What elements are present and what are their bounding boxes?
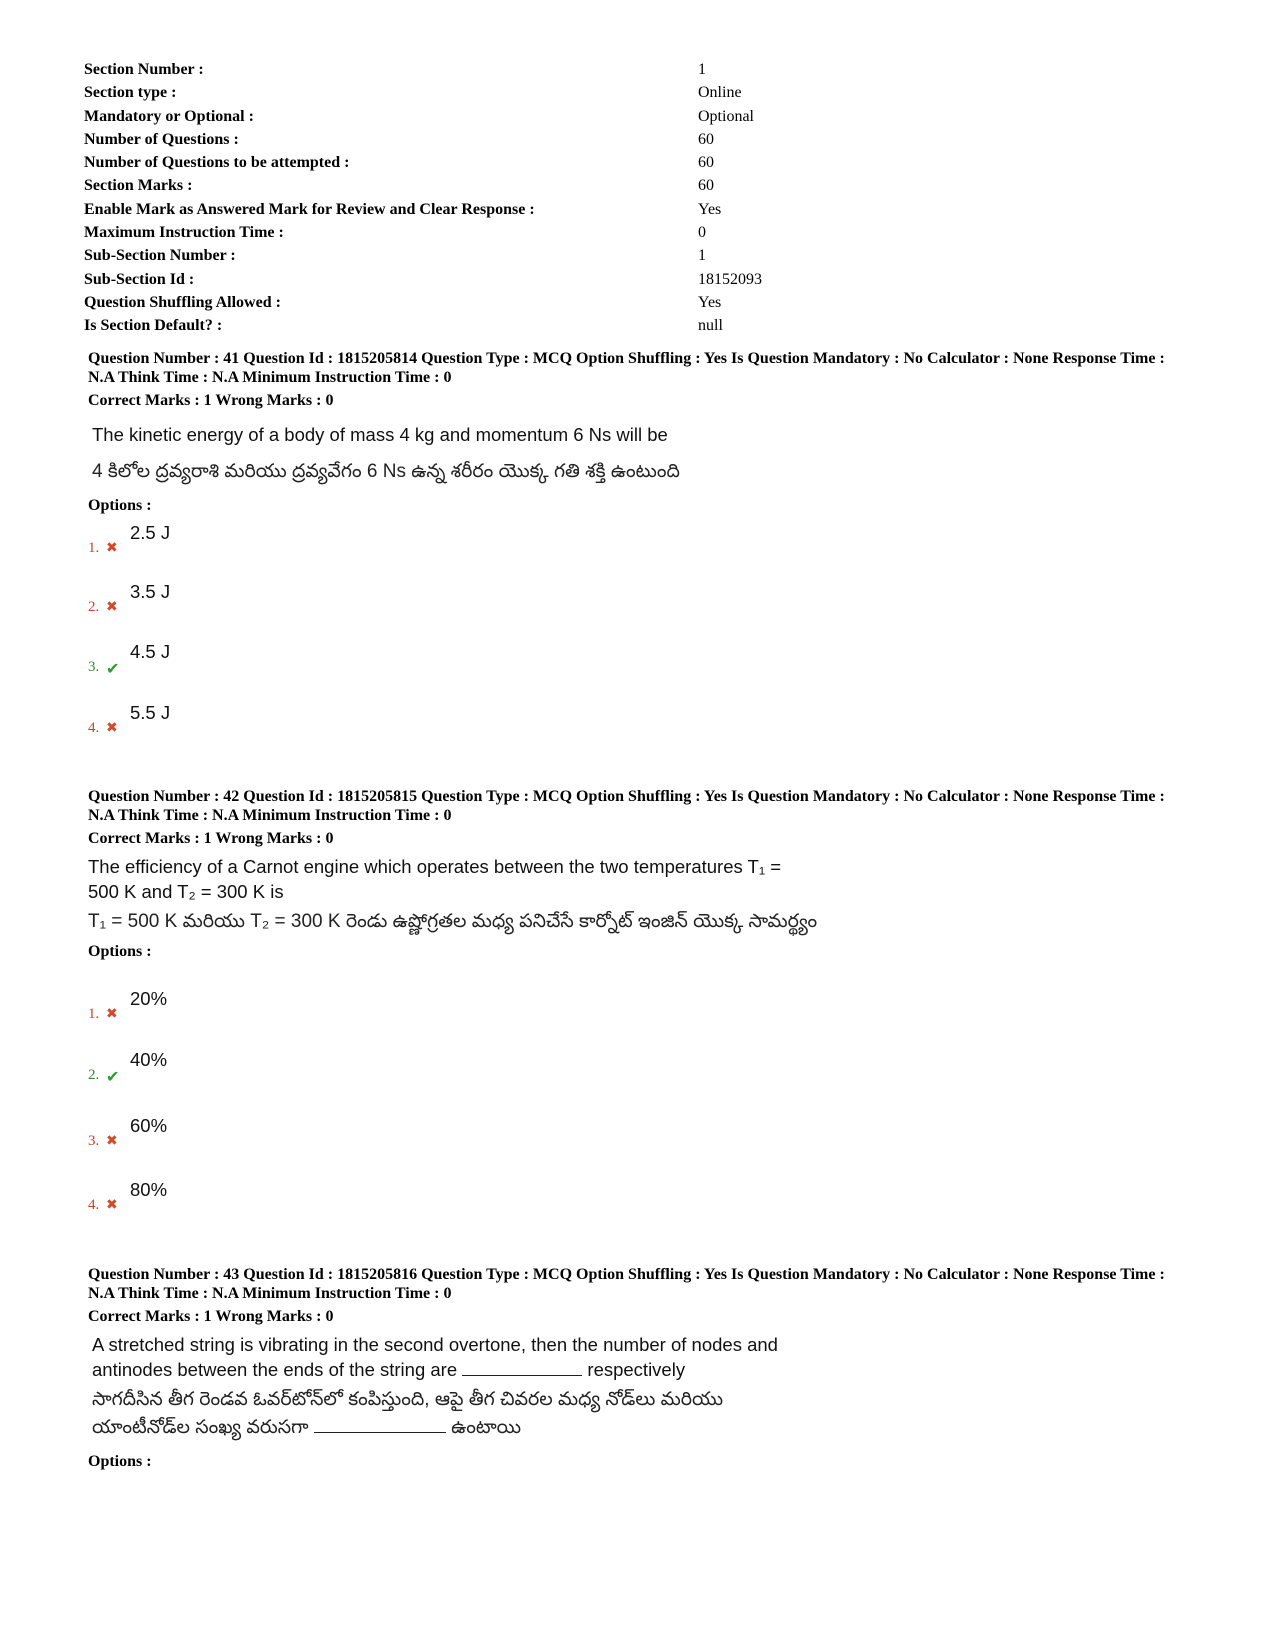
section-info-value: Online	[698, 84, 742, 102]
section-info-value: 1	[698, 61, 706, 78]
options-label: Options :	[88, 943, 152, 960]
question-41	[88, 349, 1188, 515]
option-number: 2.	[88, 599, 100, 615]
cross-icon: ✖	[106, 721, 118, 736]
option-3[interactable]	[88, 1115, 167, 1150]
cross-icon: ✖	[106, 541, 118, 556]
options-list	[88, 988, 1188, 1218]
section-info-key: Section Marks :	[84, 177, 193, 195]
option-text: 60%	[130, 1115, 168, 1136]
check-icon: ✔	[106, 1069, 120, 1086]
section-info-row	[84, 174, 1084, 197]
cross-icon: ✖	[106, 1198, 118, 1213]
question-text-part: A stretched string is vibrating in the second overtone, then the number of nodes and antinodes between the ends of the string are	[92, 1334, 778, 1380]
option-1[interactable]	[88, 522, 170, 557]
option-2[interactable]	[88, 581, 170, 616]
question-42	[88, 787, 1188, 961]
option-3[interactable]	[88, 641, 170, 679]
section-info-row	[84, 81, 1084, 104]
section-info-row	[84, 291, 1084, 314]
section-info-key: Maximum Instruction Time :	[84, 224, 284, 242]
option-number: 1.	[88, 540, 100, 556]
section-info-key: Is Section Default? :	[84, 317, 223, 335]
option-text: 3.5 J	[130, 581, 171, 602]
option-text: 5.5 J	[130, 702, 171, 723]
option-number: 3.	[88, 1133, 100, 1149]
section-info-table	[84, 58, 1084, 338]
option-4[interactable]	[88, 702, 170, 737]
options-list	[88, 522, 1188, 752]
question-marks: Correct Marks : 1 Wrong Marks : 0	[88, 830, 334, 847]
question-text-english: The efficiency of a Carnot engine which operates between the two temperatures T₁ = 500 K and T₂ = 300 K is	[88, 856, 782, 902]
question-marks: Correct Marks : 1 Wrong Marks : 0	[88, 392, 334, 409]
section-info-row	[84, 244, 1084, 267]
option-text: 4.5 J	[130, 641, 171, 662]
section-info-value: Optional	[698, 107, 754, 125]
option-number: 4.	[88, 1197, 100, 1213]
option-text: 20%	[130, 988, 168, 1009]
options-label: Options :	[88, 497, 152, 514]
question-header: Question Number : 42 Question Id : 1815205815 Question Type : MCQ Option Shuffling : Yes Is Question Mandatory : No Calculator : None Response Time : N.A Think Time : N.A Minimum Instruction Time : 0	[88, 788, 1165, 824]
question-text-telugu: T₁ = 500 K మరియు T₂ = 300 K రెండు ఉష్ణోగ్రతల మధ్య పనిచేసే కార్నోట్ ఇంజిన్ యొక్క సామర్థ్యం	[88, 911, 818, 932]
check-icon: ✔	[106, 661, 120, 678]
option-1[interactable]	[88, 988, 167, 1023]
section-info-value: Yes	[698, 293, 722, 311]
section-info-value: Yes	[698, 200, 722, 218]
section-info-value: 18152093	[698, 270, 762, 288]
section-info-key: Number of Questions :	[84, 130, 239, 148]
option-number: 1.	[88, 1006, 100, 1022]
section-info-row	[84, 58, 1084, 81]
option-text: 40%	[130, 1049, 168, 1070]
question-text-telugu	[92, 1386, 812, 1442]
question-text-english: The kinetic energy of a body of mass 4 kg and momentum 6 Ns will be	[92, 424, 668, 445]
section-info-row	[84, 314, 1084, 337]
section-info-value: 0	[698, 224, 706, 242]
question-43	[88, 1265, 1188, 1471]
answer-blank	[314, 1416, 446, 1433]
section-info-key: Section Number :	[84, 61, 204, 78]
section-info-key: Sub-Section Id :	[84, 270, 195, 288]
section-info-value: 60	[698, 154, 714, 172]
question-text-telugu: 4 కిలోల ద్రవ్యరాశి మరియు ద్రవ్యవేగం 6 Ns ఉన్న శరీరం యొక్క గతి శక్తి ఉంటుంది	[92, 461, 680, 482]
section-info-key: Number of Questions to be attempted :	[84, 154, 350, 172]
option-4[interactable]	[88, 1179, 167, 1214]
option-text: 2.5 J	[130, 522, 171, 543]
section-info-row	[84, 105, 1084, 128]
section-info-row	[84, 198, 1084, 221]
option-number: 4.	[88, 720, 100, 736]
section-info-key: Section type :	[84, 84, 177, 102]
section-info-value: 60	[698, 177, 714, 195]
option-2[interactable]	[88, 1049, 167, 1087]
section-info-key: Sub-Section Number :	[84, 247, 236, 265]
question-header: Question Number : 43 Question Id : 1815205816 Question Type : MCQ Option Shuffling : Yes Is Question Mandatory : No Calculator : None Response Time : N.A Think Time : N.A Minimum Instruction Time : 0	[88, 1266, 1165, 1302]
question-text-part: respectively	[587, 1359, 686, 1380]
section-info-key: Question Shuffling Allowed :	[84, 293, 281, 311]
cross-icon: ✖	[106, 1007, 118, 1022]
cross-icon: ✖	[106, 1134, 118, 1149]
question-text-part: సాగదీసిన తీగ రెండవ ఓవర్‌టోన్‌లో కంపిస్తుంది, ఆపై తీగ చివరల మధ్య నోడ్‌లు మరియు యాంటీనోడ్‌ల సంఖ్య వరుసగా	[92, 1389, 724, 1438]
section-info-value: 60	[698, 130, 714, 148]
question-text-english	[92, 1332, 812, 1382]
section-info-row	[84, 221, 1084, 244]
option-number: 2.	[88, 1067, 100, 1083]
option-number: 3.	[88, 659, 100, 675]
question-text-part: ఉంటాయి	[451, 1417, 522, 1438]
cross-icon: ✖	[106, 600, 118, 615]
section-info-key: Mandatory or Optional :	[84, 107, 254, 125]
section-info-row	[84, 151, 1084, 174]
question-marks: Correct Marks : 1 Wrong Marks : 0	[88, 1308, 334, 1325]
section-info-key: Enable Mark as Answered Mark for Review and Clear Response :	[84, 200, 535, 218]
section-info-value: 1	[698, 247, 706, 265]
options-label: Options :	[88, 1453, 152, 1470]
option-text: 80%	[130, 1179, 168, 1200]
section-info-value: null	[698, 317, 723, 335]
answer-blank	[462, 1359, 582, 1376]
section-info-row	[84, 268, 1084, 291]
question-header: Question Number : 41 Question Id : 1815205814 Question Type : MCQ Option Shuffling : Yes Is Question Mandatory : No Calculator : None Response Time : N.A Think Time : N.A Minimum Instruction Time : 0	[88, 350, 1165, 386]
section-info-row	[84, 128, 1084, 151]
